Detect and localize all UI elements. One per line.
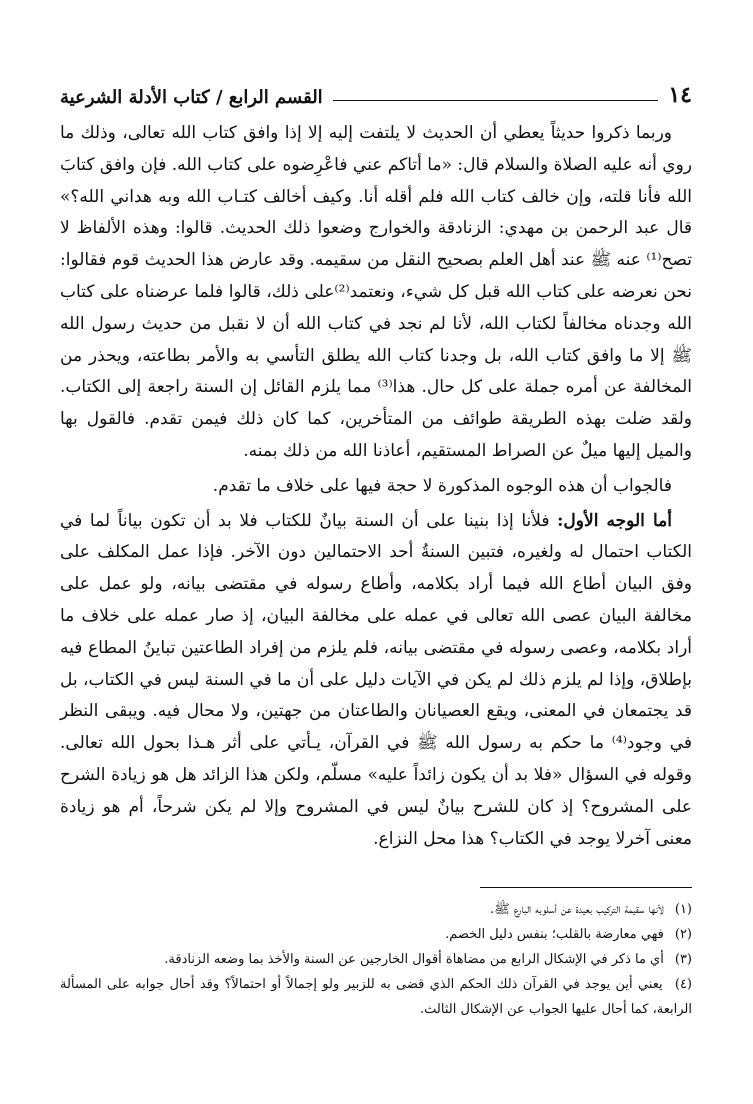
- footnote: [60, 947, 692, 972]
- footnote-separator: [480, 887, 692, 888]
- footnote-text: فهي معارضة بالقلب؛ بنفس دليل الخصم.: [445, 927, 664, 942]
- paragraph: فالجواب أن هذه الوجوه المذكورة لا حجة فيها على خلاف ما تقدم.: [212, 475, 672, 496]
- footnote: [60, 972, 692, 1022]
- header-rule: [333, 100, 659, 101]
- paragraph-text: فلأنا إذا بنينا على أن السنة بيانٌ للكتاب فلا بد أن تكون بياناً لما في الكتاب احتمال له ولغيره، فتبين السنةُ أحد الاحتمالين دون الآخر. فإذا عمل المكلف على وفق البيان أطاع الله فيما أراد بكلامه، وأطاع رسوله في مقتضى بيانه، ولو عمل على مخالفة البيان عصى الله تعالى في عمله على مخالفة البيان، إذ صار عمله على خلاف ما أراد بكلامه، وعصى رسوله في مقتضى بيانه، فلم يلزم من إفراد الطاعتين تباينُ المطاع فيه بإطلاق، وإذا لم يلزم ذلك لم يكن في الآيات دليل على أن ما في السنة ليس في الكتاب، بل قد يجتمعان في المعنى، ويقع العصيانان والطاعتان من جهتين، ولا محال فيه. ويبقى النظر في وجود⁽⁴⁾ ما حكم به رسول الله ﷺ في القرآن، يـأتي على أثر هـذا بحول الله تعالى. وقوله في السؤال «فلا بد أن يكون زائداً عليه» مسلّم، ولكن هذا الزائد هل هو زيادة الشرح على المشروح؟ إذ كان للشرح بيانٌ ليس في المشروح وإلا لم يكن شرحاً، أم هو زيادة معنى آخرلا يوجد في الكتاب؟ هذا محل النزاع.: [60, 510, 692, 849]
- footnote-text: لأنها سقيمة التركيب بعيدة عن أسلوبه البارع ﷺ.: [489, 902, 664, 917]
- footnote-number: (٢): [674, 927, 692, 942]
- page-number: ١٤: [668, 82, 692, 108]
- footnote-text: يعني أين يوجد في القرآن ذلك الحكم الذي قضى به للزبير ولو إجمالاً أو احتمالاً؟ وقد أحال جوابه على المسألة الرابعة، كما أحال عليها الجواب عن الإشكال الثالث.: [60, 977, 692, 1017]
- footnote-text: أي ما ذكر في الإشكال الرابع من مضاهاة أقوال الخارجين عن السنة والأخذ بما وضعه الزنادقة.: [164, 952, 664, 967]
- footnote-number: (٤): [674, 977, 692, 992]
- footnote: [60, 922, 692, 947]
- main-text: [60, 118, 692, 855]
- footnote-number: (٣): [674, 952, 692, 967]
- page-header: [60, 74, 692, 108]
- footnotes: [60, 897, 692, 1022]
- footnote-number: (١): [674, 902, 692, 917]
- section-lead: أما الوجه الأول:: [557, 510, 672, 531]
- paragraph: وربما ذكروا حديثاً يعطي أن الحديث لا يلتفت إليه إلا إذا وافق كتاب الله تعالى، وذلك ما روي أنه عليه الصلاة والسلام قال: «ما أتاكم عني فاعْرِضوه على كتاب الله. فإن وافق كتابَ الله فأنا قلته، وإن خالف كتاب الله فلم أقله أنا. وكيف أخالف كتـاب الله وبه هداني الله؟» قال عبد الرحمن بن مهدي: الزنادقة والخوارج وضعوا ذلك الحديث. قالوا: وهذه الألفاظ لا تصح⁽¹⁾ عنه ﷺ عند أهل العلم بصحيح النقل من سقيمه. وقد عارض هذا الحديث قوم فقالوا: نحن نعرضه على كتاب الله قبل كل شيء، ونعتمد⁽²⁾على ذلك، قالوا فلما عرضناه على كتاب الله وجدناه مخالفاً لكتاب الله، لأنا لم نجد في كتاب الله أن لا نقبل من حديث رسول الله ﷺ إلا ما وافق كتاب الله، بل وجدنا كتاب الله يطلق التأسي به والأمر بطاعته، ويحذر من المخالفة عن أمره جملة على كل حال. هذا⁽³⁾ مما يلزم القائل إن السنة راجعة إلى الكتاب. ولقد ضلت بهذه الطريقة طوائف من المتأخرين، كما كان ذلك فيمن تقدم. فالقول بها والميل إليها ميلٌ عن الصراط المستقيم، أعاذنا الله من ذلك بمنه.: [60, 123, 692, 461]
- running-title: القسم الرابع / كتاب الأدلة الشرعية: [60, 87, 323, 108]
- paragraph: [60, 506, 692, 856]
- footnote: [60, 897, 692, 922]
